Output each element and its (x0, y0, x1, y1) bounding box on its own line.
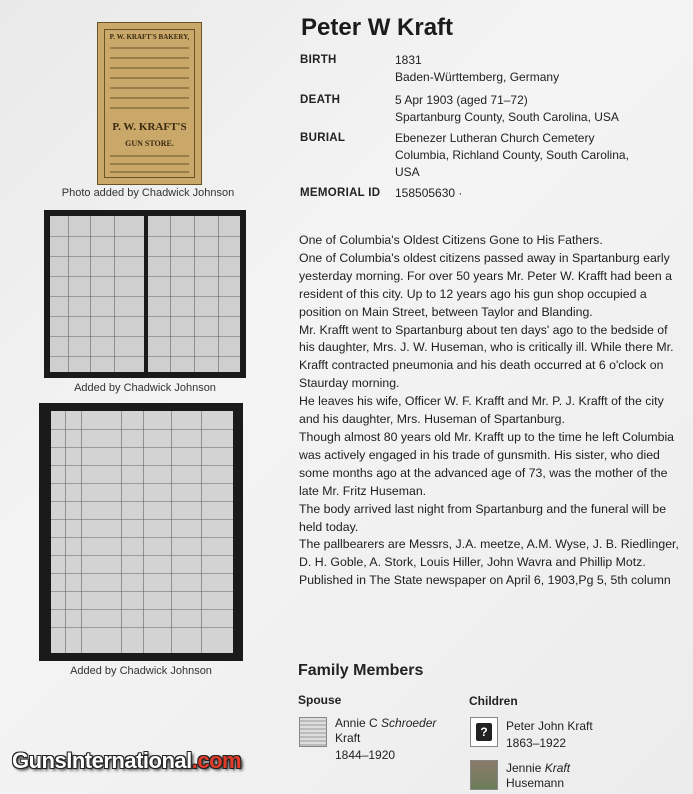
death-place-link[interactable]: Spartanburg County, South Carolina, USA (395, 110, 619, 124)
child-no-photo-thumbnail[interactable] (470, 717, 498, 747)
death-value: 5 Apr 1903 (aged 71–72) Spartanburg County, South Carolina, USA (395, 92, 675, 126)
photo-caption-3: Added by Chadwick Johnson (70, 665, 212, 677)
bio-paragraph: One of Columbia's oldest citizens passed away in Spartanburg early yesterday morning. For over 50 years Mr. Peter W. Krafft had been a resident of this city. Up to 12 years ago his gun shop occupied a position on Main Street, between Taylor and Blanding. (299, 250, 672, 319)
ledger-left-page (50, 216, 144, 372)
census-ledger-spread[interactable] (44, 210, 246, 378)
poster-title: P. W. KRAFT'S BAKERY, (109, 33, 190, 41)
child-link-peter[interactable]: Peter John Kraft 1863–1922 (506, 719, 593, 750)
site-watermark: GunsInternational.com (12, 748, 242, 773)
photo-caption-2: Added by Chadwick Johnson (74, 382, 216, 394)
child-years: 1863–1922 (506, 736, 567, 750)
bio-paragraph: The pallbearers are Messrs, J.A. meetze, A.M. Wyse, J. B. Riedlinger, D. H. Goble, A. Stork, Louis Hiller, John Wavra and Phillip Motz. (299, 537, 679, 570)
family-members-heading: Family Members (298, 662, 424, 679)
ledger-right-page (148, 216, 240, 372)
biography (299, 232, 684, 590)
child-link-jennie[interactable]: Jennie Kraft Husemann (506, 761, 571, 790)
birth-value: 1831 Baden-Württemberg, Germany (395, 53, 560, 84)
bakery-gun-store-poster[interactable] (97, 22, 202, 185)
spouse-heading: Spouse (298, 693, 342, 707)
memorial-id-label: MEMORIAL ID (300, 187, 381, 199)
birth-label: BIRTH (300, 54, 337, 66)
death-label: DEATH (300, 94, 341, 106)
poster-subheading: GUN STORE. (125, 139, 174, 148)
poster-heading: P. W. KRAFT'S (112, 121, 187, 133)
question-mark-icon: ? (476, 723, 492, 741)
memorial-id-value: 158505630 · (395, 186, 463, 200)
spouse-link[interactable]: Annie C Schroeder Kraft 1844–1920 (335, 716, 437, 762)
burial-value: Ebenezer Lutheran Church Cemetery Columbia, Richland County, South Carolina, USA (395, 130, 675, 181)
bio-headline: One of Columbia's Oldest Citizens Gone to His Fathers. (299, 233, 603, 247)
burial-label: BURIAL (300, 132, 346, 144)
census-page (51, 411, 233, 653)
spouse-years: 1844–1920 (335, 748, 396, 762)
cemetery-link[interactable]: Ebenezer Lutheran Church Cemetery (395, 131, 595, 145)
bio-paragraph: He leaves his wife, Officer W. F. Krafft and Mr. P. J. Krafft of the city and his daughter, Mrs. Huseman of Spartanburg. (299, 394, 664, 427)
bio-paragraph: Mr. Krafft went to Spartanburg about ten days' ago to the bedside of his daughter, Mrs. J. W. Huseman, who is critically ill. While there Mr. Krafft contracted pneumonia and his death occurred at 6 o'clock on Staurday morning. (299, 322, 674, 391)
bio-source: Published in The State newspaper on April 6, 1903,Pg 5, 5th column (299, 573, 671, 588)
spouse-photo-thumbnail[interactable] (299, 717, 327, 747)
bio-paragraph: The body arrived last night from Spartanburg and the funeral will be held today. (299, 501, 667, 534)
bio-paragraph: Though almost 80 years old Mr. Krafft up to the time he left Columbia was actively engaged in his trade of gunsmith. His sister, who died some months ago at the advanced age of 73, was the mother of the late Mr. Fritz Huseman. (299, 429, 675, 498)
census-record-page[interactable] (39, 403, 243, 661)
child-photo-thumbnail[interactable] (470, 760, 498, 790)
memorial-name: Peter W Kraft (301, 14, 454, 41)
children-heading: Children (469, 694, 518, 708)
photo-caption-1: Photo added by Chadwick Johnson (61, 187, 235, 199)
